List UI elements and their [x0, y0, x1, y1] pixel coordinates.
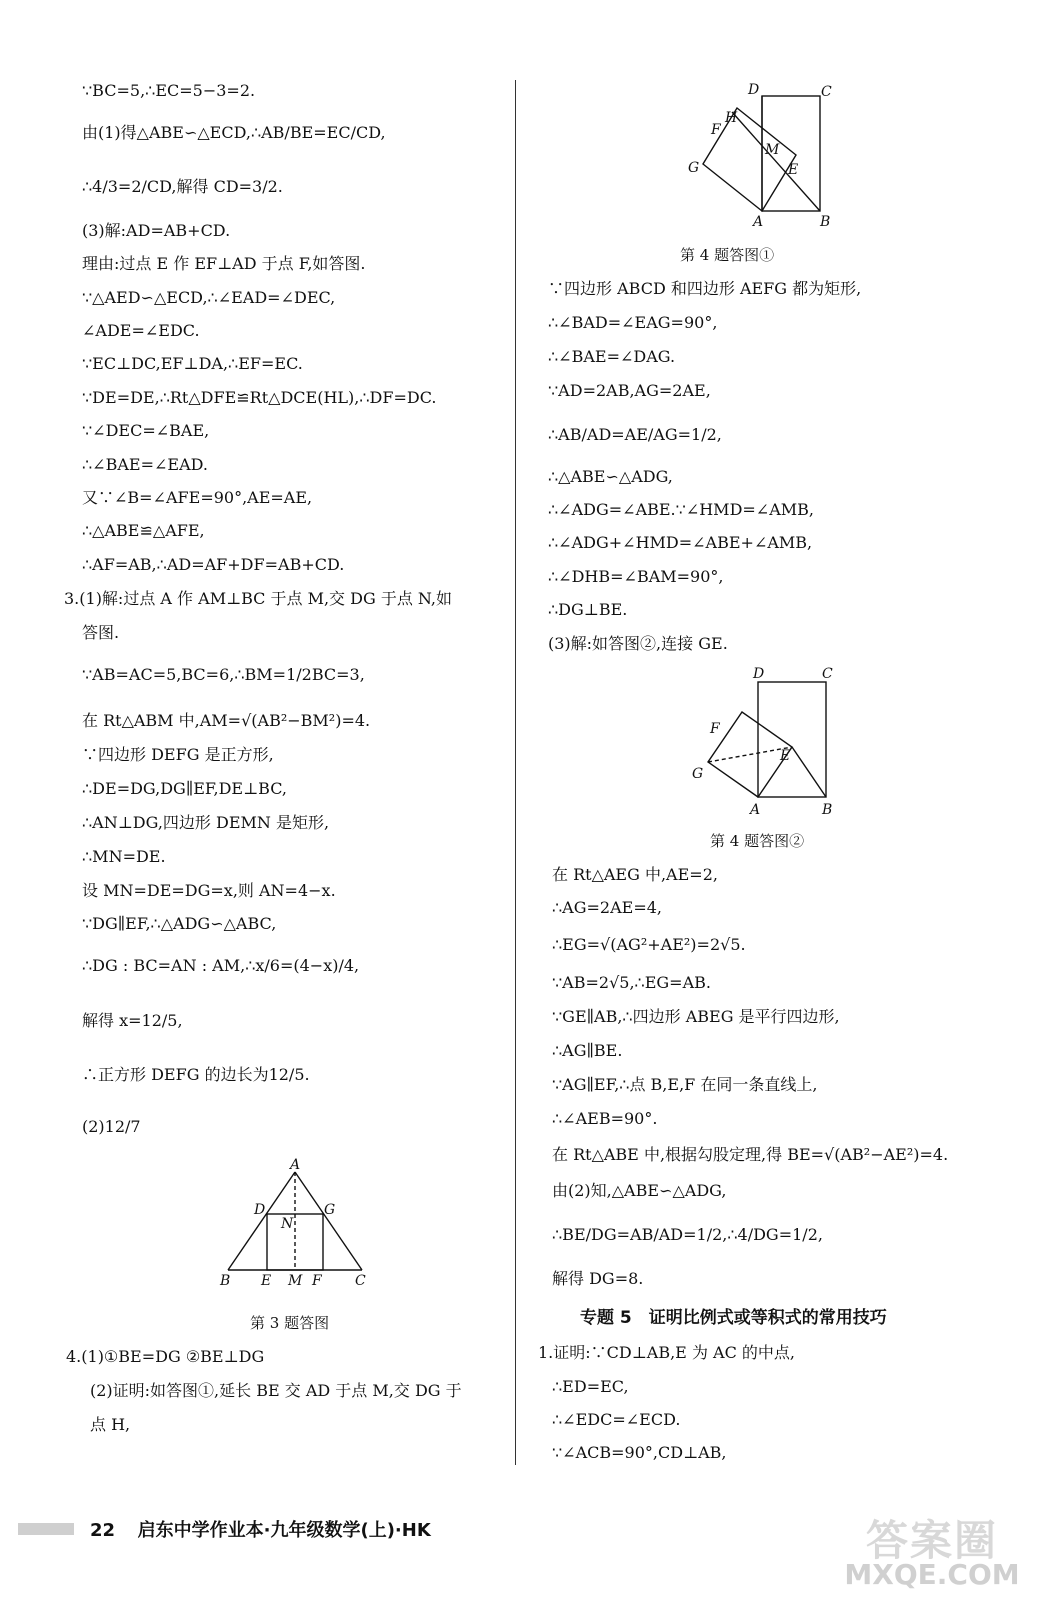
fig42-label-a: A — [750, 802, 761, 818]
fig42-label-c: C — [822, 666, 833, 682]
text-line: ∴ED=EC, — [552, 1377, 629, 1396]
text-line: ∵DG∥EF,∴△ADG∽△ABC, — [82, 914, 277, 933]
text-line: 点 H, — [90, 1415, 131, 1434]
text-line: 解得 x=12/5, — [82, 1011, 183, 1030]
text-line: 1.证明:∵CD⊥AB,E 为 AC 的中点, — [538, 1343, 795, 1362]
fig41-label-a: A — [753, 214, 764, 230]
text-line: 由(2)知,△ABE∽△ADG, — [552, 1181, 727, 1200]
fig41-label-h: H — [725, 110, 738, 126]
text-line: ∴∠AEB=90°. — [552, 1109, 658, 1128]
figure-4-1 — [678, 78, 848, 230]
figure-4-2 — [690, 662, 850, 820]
left-column — [0, 0, 512, 1470]
text-line: ∴∠BAE=∠DAG. — [548, 347, 676, 366]
text-line: ∵BC=5,∴EC=5−3=2. — [82, 81, 256, 100]
fig3-label-b: B — [220, 1273, 231, 1288]
fig42-label-b: B — [822, 802, 833, 818]
fig3-label-g: G — [324, 1202, 336, 1218]
text-line: 在 Rt△ABE 中,根据勾股定理,得 BE=√(AB²−AE²)=4. — [552, 1145, 949, 1164]
text-line: ∵DE=DE,∴Rt△DFE≌Rt△DCE(HL),∴DF=DC. — [82, 388, 437, 407]
text-line: ∴DE=DG,DG∥EF,DE⊥BC, — [82, 779, 287, 798]
fig41-label-b: B — [820, 214, 831, 230]
fig3-label-e: E — [261, 1273, 272, 1288]
fig3-label-m: M — [288, 1273, 303, 1288]
text-line: 解得 DG=8. — [552, 1269, 644, 1288]
figure-3 — [210, 1158, 380, 1288]
text-line: 理由:过点 E 作 EF⊥AD 于点 F,如答图. — [82, 254, 366, 273]
text-line: ∵AD=2AB,AG=2AE, — [548, 381, 711, 400]
text-line: ∵∠DEC=∠BAE, — [82, 421, 210, 440]
text-line: 答图. — [82, 623, 120, 642]
figure-4-1-caption: 第 4 题答图① — [680, 246, 775, 264]
text-line: ∵四边形 ABCD 和四边形 AEFG 都为矩形, — [548, 279, 862, 298]
watermark-url: MXQE.COM — [844, 1558, 1020, 1591]
text-line: ∴AN⊥DG,四边形 DEMN 是矩形, — [82, 813, 330, 832]
watermark — [842, 1508, 1022, 1596]
text-line: ∴∠EDC=∠ECD. — [552, 1410, 681, 1429]
text-line: 4.(1)①BE=DG ②BE⊥DG — [66, 1347, 265, 1366]
page-number: 22 — [90, 1520, 116, 1541]
text-line: ∴BE/DG=AB/AD=1/2,∴4/DG=1/2, — [552, 1225, 823, 1244]
fig42-label-d: D — [753, 666, 765, 682]
footer-info — [90, 1516, 431, 1542]
text-line: ∴DG⊥BE. — [548, 600, 628, 619]
fig3-label-c: C — [355, 1273, 366, 1288]
text-line: ∴AF=AB,∴AD=AF+DF=AB+CD. — [82, 555, 345, 574]
fig41-label-e: E — [788, 162, 799, 178]
text-line: ∴EG=√(AG²+AE²)=2√5. — [552, 935, 746, 954]
text-line: ∵△AED∽△ECD,∴∠EAD=∠DEC, — [82, 288, 336, 307]
column-divider — [515, 80, 516, 1465]
text-line: ∠ADE=∠EDC. — [82, 321, 200, 340]
page-footer — [0, 1500, 1037, 1600]
text-line: 3.(1)解:过点 A 作 AM⊥BC 于点 M,交 DG 于点 N,如 — [64, 589, 452, 608]
text-line: ∴∠DHB=∠BAM=90°, — [548, 567, 724, 586]
fig41-label-c: C — [821, 84, 832, 100]
text-line: ∴△ABE≌△AFE, — [82, 521, 205, 540]
fig41-label-m: M — [765, 142, 780, 158]
fig42-label-e: E — [780, 748, 791, 764]
text-line: (2)12/7 — [82, 1117, 141, 1136]
figure-3-caption: 第 3 题答图 — [250, 1314, 330, 1332]
text-line: 设 MN=DE=DG=x,则 AN=4−x. — [82, 881, 336, 900]
fig41-label-f: F — [711, 122, 721, 138]
text-line: ∵AG∥EF,∴点 B,E,F 在同一条直线上, — [552, 1075, 818, 1094]
text-line: (3)解:AD=AB+CD. — [82, 221, 231, 240]
watermark-logo: 答案圈 — [865, 1516, 998, 1565]
section-heading: 专题 5 证明比例式或等积式的常用技巧 — [580, 1308, 887, 1328]
fig3-label-f: F — [312, 1273, 322, 1288]
text-line: ∴∠ADG+∠HMD=∠ABE+∠AMB, — [548, 533, 813, 552]
text-line: ∵AB=AC=5,BC=6,∴BM=1/2BC=3, — [82, 665, 365, 684]
text-line: ∴∠BAE=∠EAD. — [82, 455, 208, 474]
text-line: ∵AB=2√5,∴EG=AB. — [552, 973, 711, 992]
text-line: ∴AB/AD=AE/AG=1/2, — [548, 425, 722, 444]
text-line: 在 Rt△ABM 中,AM=√(AB²−BM²)=4. — [82, 711, 371, 730]
text-line: ∴AG=2AE=4, — [552, 898, 663, 917]
text-line: 在 Rt△AEG 中,AE=2, — [552, 865, 718, 884]
fig3-label-a: A — [290, 1158, 301, 1173]
text-line: ∵EC⊥DC,EF⊥DA,∴EF=EC. — [82, 354, 303, 373]
text-line: ∵∠ACB=90°,CD⊥AB, — [552, 1443, 727, 1462]
text-line: ∴AG∥BE. — [552, 1041, 623, 1060]
text-line: ∴正方形 DEFG 的边长为12/5. — [82, 1065, 310, 1084]
text-line: ∴DG : BC=AN : AM,∴x/6=(4−x)/4, — [82, 956, 360, 975]
right-column — [530, 0, 1037, 1470]
text-line: ∴∠ADG=∠ABE.∵∠HMD=∠AMB, — [548, 500, 814, 519]
book-title: 启东中学作业本·九年级数学(上)·HK — [137, 1520, 431, 1541]
fig3-label-n: N — [281, 1216, 294, 1232]
text-line: 由(1)得△ABE∽△ECD,∴AB/BE=EC/CD, — [82, 123, 386, 142]
figure-4-2-caption: 第 4 题答图② — [710, 832, 805, 850]
fig41-label-g: G — [688, 160, 700, 176]
text-line: 又∵∠B=∠AFE=90°,AE=AE, — [82, 488, 313, 507]
fig42-label-g: G — [692, 766, 704, 782]
fig3-label-d: D — [254, 1202, 266, 1218]
text-line: (3)解:如答图②,连接 GE. — [548, 634, 728, 653]
text-line: ∴4/3=2/CD,解得 CD=3/2. — [82, 177, 283, 196]
fig42-label-f: F — [710, 721, 720, 737]
text-line: ∵GE∥AB,∴四边形 ABEG 是平行四边形, — [552, 1007, 840, 1026]
footer-decoration — [18, 1523, 74, 1535]
text-line: ∴∠BAD=∠EAG=90°, — [548, 313, 718, 332]
text-line: ∵四边形 DEFG 是正方形, — [82, 745, 274, 764]
fig41-label-d: D — [748, 82, 760, 98]
text-line: ∴MN=DE. — [82, 847, 166, 866]
text-line: ∴△ABE∽△ADG, — [548, 467, 673, 486]
text-line: (2)证明:如答图①,延长 BE 交 AD 于点 M,交 DG 于 — [90, 1381, 462, 1400]
